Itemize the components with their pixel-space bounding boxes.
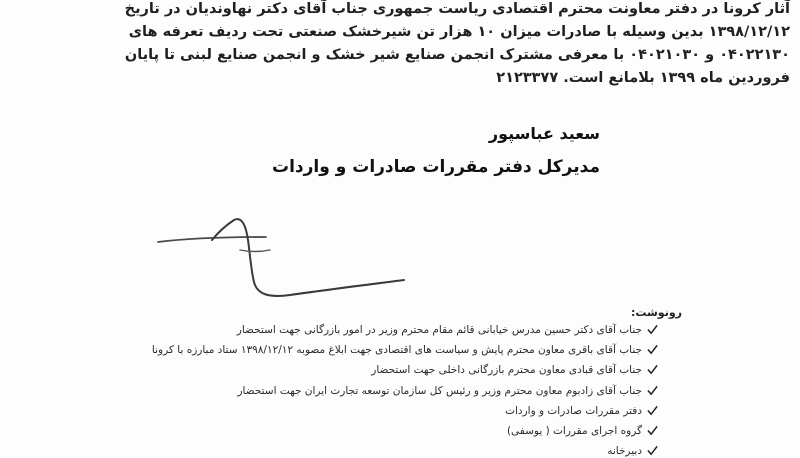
cc-item-text: دفتر مقررات صادرات و واردات — [505, 404, 642, 417]
cc-item-text: جناب آقای باقری معاون محترم پایش و سیاست های اقتصادی جهت ابلاغ مصوبه ۱۳۹۸/۱۲/۱۲ ستاد مبارزه با کرونا — [151, 344, 642, 357]
cc-heading: رونوشت: — [630, 306, 682, 319]
cc-item-text: جناب آقای قبادی معاون محترم بازرگانی داخلی جهت استحضار — [371, 364, 642, 377]
cc-list-item — [138, 441, 658, 458]
signer-title: مدیرکل دفتر مقررات صادرات و واردات — [272, 157, 600, 177]
handwritten-signature — [150, 190, 410, 305]
checkmark-icon — [647, 385, 658, 396]
signer-name: سعید عباسپور — [488, 124, 600, 143]
cc-item-text: جناب آقای زادبوم معاون محترم وزیر و رئیس کل سازمان توسعه تجارت ایران جهت استحضار — [237, 384, 642, 397]
checkmark-icon — [647, 324, 658, 335]
cc-list-item — [138, 360, 658, 380]
checkmark-icon — [647, 405, 658, 416]
cc-list-item — [138, 401, 658, 421]
cc-list — [138, 320, 658, 458]
cc-list-item — [138, 421, 658, 441]
cc-item-text: دبیرخانه — [607, 445, 642, 458]
letter-body-line: ۱۳۹۸/۱۲/۱۲ بدین وسیله با صادرات میزان ۱۰ هزار تن شیرخشک صنعتی تحت ردیف تعرفه های — [128, 24, 790, 40]
letter-body — [90, 0, 790, 90]
checkmark-icon — [647, 445, 658, 456]
cc-list-item — [138, 320, 658, 340]
cc-list-item — [138, 340, 658, 360]
letter-body-line: فروردین ماه ۱۳۹۹ بلامانع است. ۲۱۲۳۳۷۷ — [496, 70, 790, 86]
checkmark-icon — [647, 425, 658, 436]
letter-body-line: آثار کرونا در دفتر معاونت محترم اقتصادی ریاست جمهوری جناب آقای دکتر نهاوندیان در تاریخ — [124, 1, 790, 17]
cc-item-text: جناب آقای دکتر حسین مدرس خیابانی قائم مقام محترم وزیر در امور بازرگانی جهت استحضار — [236, 324, 642, 336]
checkmark-icon — [647, 364, 658, 375]
checkmark-icon — [647, 344, 658, 355]
cc-list-item — [138, 381, 658, 401]
cc-item-text: گروه اجرای مقررات ( یوسفی) — [506, 424, 642, 437]
letter-body-line: ۰۴۰۲۲۱۳۰ و ۰۴۰۲۱۰۳۰ با معرفی مشترک انجمن صنایع شیر خشک و انجمن صنایع لبنی تا پایان — [124, 47, 790, 63]
